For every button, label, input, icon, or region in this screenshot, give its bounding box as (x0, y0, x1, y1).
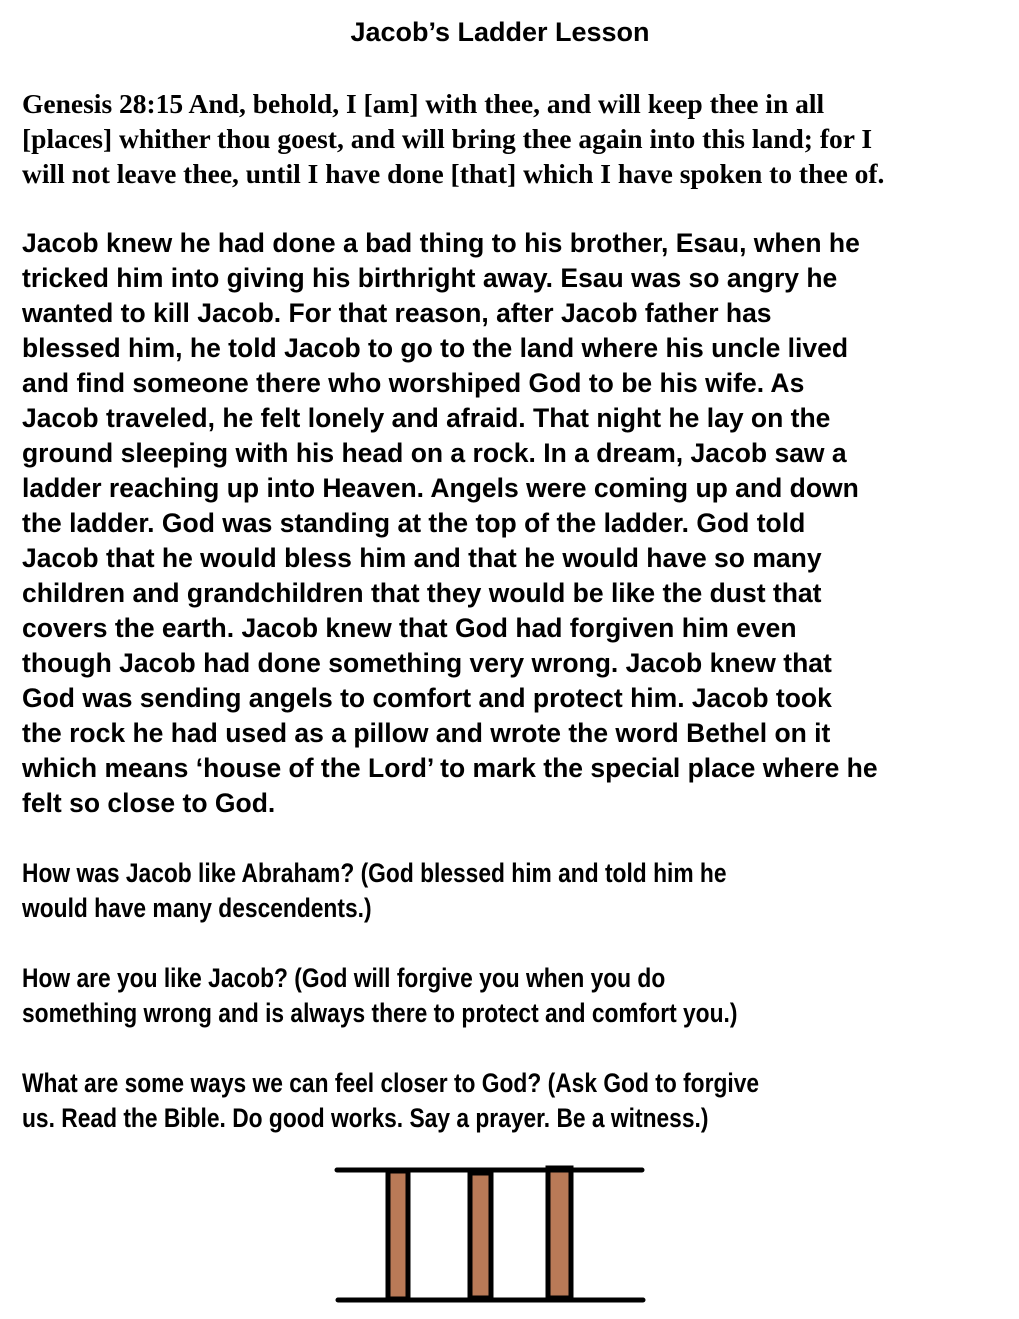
ladder-rung (548, 1168, 571, 1298)
story-line: wanted to kill Jacob. For that reason, after Jacob father has (22, 298, 772, 328)
story-line: children and grandchildren that they would be like the dust that (22, 578, 822, 608)
question-line: us. Read the Bible. Do good works. Say a prayer. Be a witness.) (22, 1103, 709, 1133)
story-paragraph (22, 226, 1012, 821)
ladder-rung (470, 1173, 491, 1298)
story-line: ground sleeping with his head on a rock. In a dream, Jacob saw a (22, 438, 847, 468)
story-line: God was sending angels to comfort and protect him. Jacob took (22, 683, 832, 713)
story-line: Jacob traveled, he felt lonely and afraid. That night he lay on the (22, 403, 831, 433)
verse-line: [places] whither thou goest, and will bring thee again into this land; for I (22, 123, 873, 154)
story-line: though Jacob had done something very wrong. Jacob knew that (22, 648, 832, 678)
story-line: felt so close to God. (22, 788, 276, 818)
ladder-rungs (388, 1168, 571, 1299)
verse-line: will not leave thee, until I have done [that] which I have spoken to thee of. (22, 158, 885, 189)
story-line: tricked him into giving his birthright away. Esau was so angry he (22, 263, 838, 293)
story-line: Jacob that he would bless him and that he would have so many (22, 543, 822, 573)
question-closer-to-god (22, 1066, 1012, 1136)
story-line: Jacob knew he had done a bad thing to his brother, Esau, when he (22, 228, 860, 258)
story-line: covers the earth. Jacob knew that God had forgiven him even (22, 613, 797, 643)
question-line: How was Jacob like Abraham? (God blessed him and told him he (22, 858, 727, 888)
story-line: and find someone there who worshiped God to be his wife. As (22, 368, 805, 398)
question-abraham (22, 856, 1012, 926)
verse-line: Genesis 28:15 And, behold, I [am] with thee, and will keep thee in all (22, 88, 825, 119)
page-title: Jacob’s Ladder Lesson (350, 17, 650, 47)
question-like-jacob (22, 961, 1012, 1031)
ladder-rung (388, 1171, 408, 1299)
story-line: which means ‘house of the Lord’ to mark the special place where he (22, 753, 878, 783)
story-line: blessed him, he told Jacob to go to the land where his uncle lived (22, 333, 849, 363)
story-line: the ladder. God was standing at the top of the ladder. God told (22, 508, 806, 538)
question-line: What are some ways we can feel closer to God? (Ask God to forgive (22, 1068, 760, 1098)
story-line: the rock he had used as a pillow and wrote the word Bethel on it (22, 718, 831, 748)
scripture-verse (22, 86, 1012, 191)
question-line: How are you like Jacob? (God will forgive you when you do (22, 963, 666, 993)
story-line: ladder reaching up into Heaven. Angels were coming up and down (22, 473, 859, 503)
question-line: something wrong and is always there to protect and comfort you.) (22, 998, 738, 1028)
question-line: would have many descendents.) (22, 893, 372, 923)
